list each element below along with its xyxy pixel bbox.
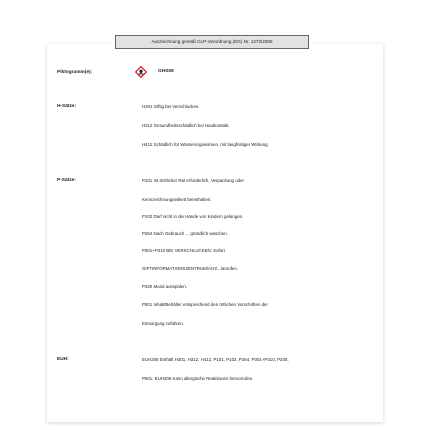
p-statement-line: P301+P310 BEI VERSCHLUCKEN: Sofort — [142, 248, 225, 253]
p-statement-line: P501 Inhalt/Behälter entsprechend den örtlichen Vorschriften der — [142, 302, 268, 307]
p-statement-line: GIFTINFORMATIONSZENTRUM/Arzt/.../anrufen. — [142, 266, 239, 271]
clp-header-label: Auszeichnung gemäß CLP-Verordnung (EG) Nr. 1272/2008 — [115, 35, 309, 49]
ghs-code: GHS06 — [158, 69, 174, 74]
euh-label: EUH: — [57, 357, 69, 362]
h-statements-label: H-Sätze: — [57, 104, 77, 109]
h-statement-line: H301 Giftig bei Verschlucken. — [142, 104, 200, 109]
h-statement-line: H312 Gesundheitsschädlich bei Hautkontakt. — [142, 123, 230, 128]
p-statement-line: P102 Darf nicht in die Hände von Kindern gelangen. — [142, 214, 244, 219]
p-statement-line: P101 Ist ärztlicher Rat erforderlich, Verpackung oder — [142, 178, 245, 183]
pictogram-label: Piktogramm(e): — [57, 70, 93, 75]
h-statement-line: H412 Schädlich für Wasserorganismen, mit langfristiger Wirkung. — [142, 142, 269, 147]
p-statement-line: Entsorgung zuführen. — [142, 321, 184, 326]
p-statements-label: P-Sätze: — [57, 178, 76, 183]
euh-line: EUH208 Enthält H301, H312, H412, P101, P102, P264, P301+P310, P330, — [142, 357, 289, 362]
p-statement-line: P330 Mund ausspülen. — [142, 284, 187, 289]
euh-line: P501, EUH208 Kann allergische Reaktionen hervorrufen. — [142, 376, 254, 381]
p-statement-line: P264 Nach Gebrauch ... gründlich waschen. — [142, 231, 228, 236]
p-statement-line: Kennzeichnungsetikett bereithalten. — [142, 197, 212, 202]
ghs06-skull-icon — [135, 66, 147, 78]
